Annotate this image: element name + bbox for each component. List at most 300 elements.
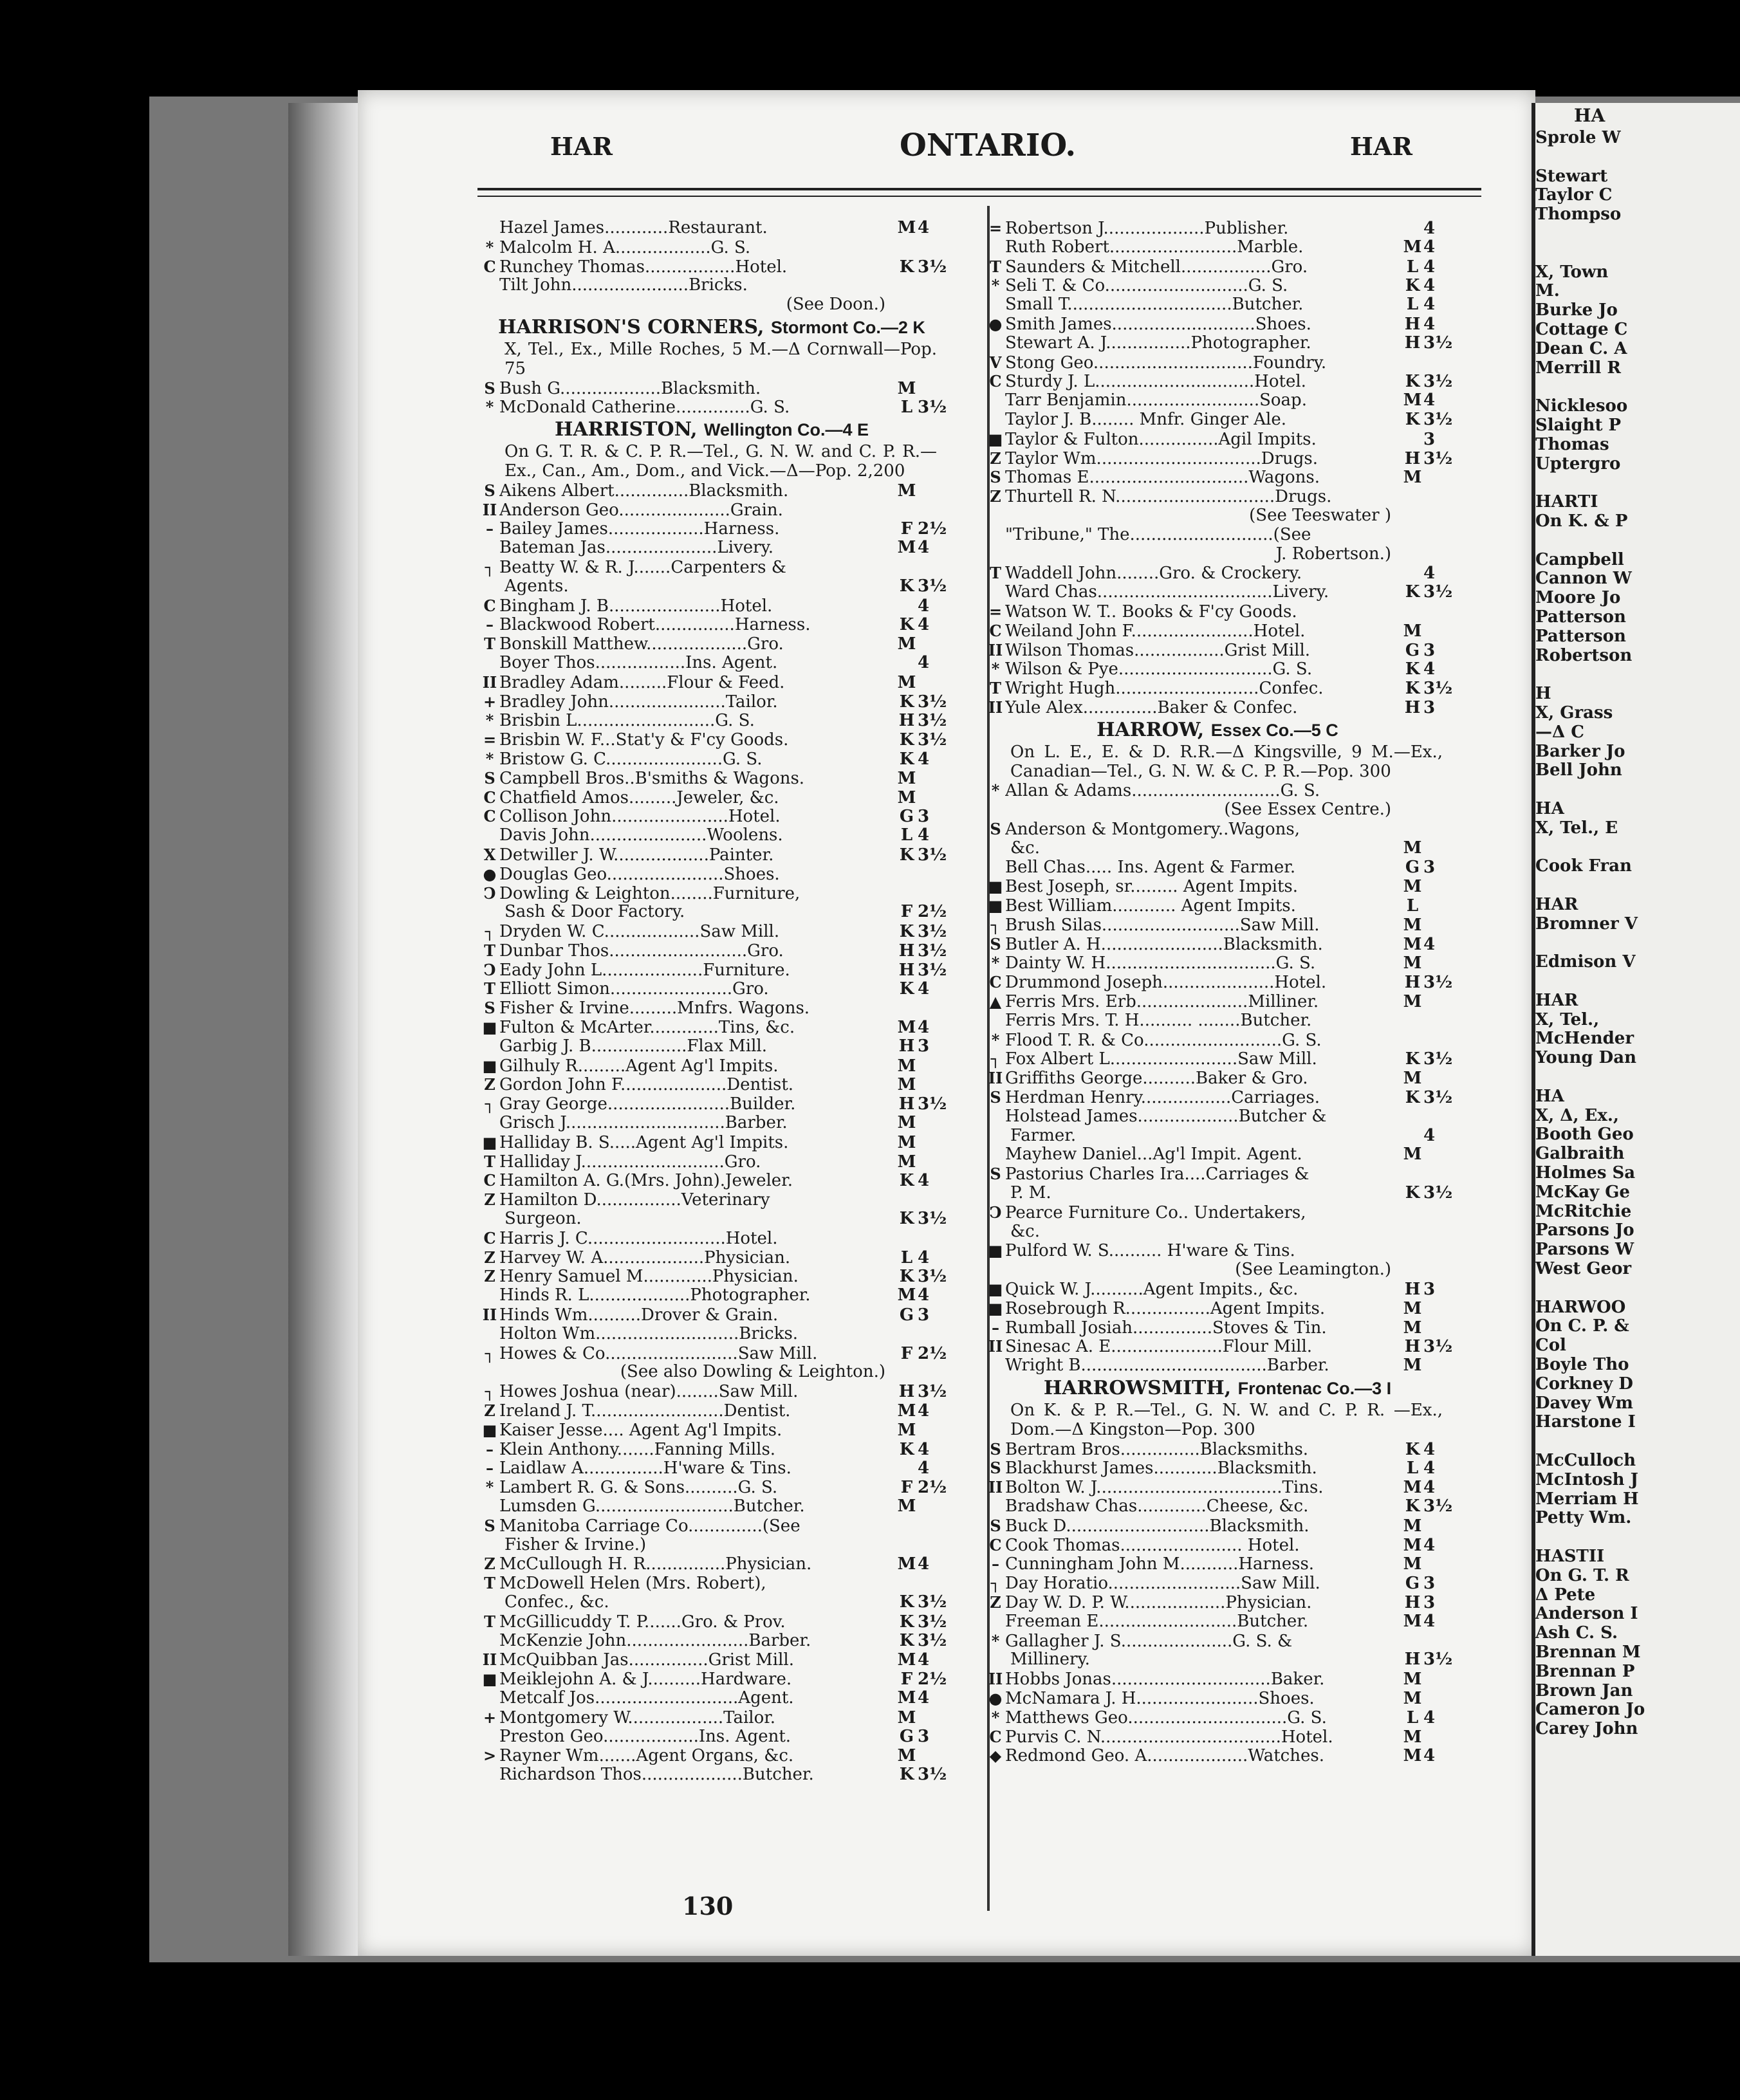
trade-symbol: Z: [484, 1554, 495, 1574]
rating-letter: K: [899, 1439, 914, 1459]
rating-number: 4: [1423, 1611, 1436, 1631]
entry-text: Ward Chas.................................Livery.: [1005, 583, 1329, 602]
entry-text: Beatty W. & R. J.......Carpenters &: [499, 558, 786, 577]
trade-symbol: ■: [482, 1018, 497, 1037]
trade-symbol: T: [990, 257, 1001, 276]
header-rule-bottom: [477, 196, 1481, 197]
entry-text: Ireland J. T.........................Dentist.: [499, 1402, 791, 1421]
rating-number: 3½: [918, 1630, 947, 1650]
rating-number: 4: [918, 1459, 930, 1478]
entry-text: Fisher & Irvine.........Mnfrs. Wagons.: [499, 999, 810, 1018]
rating-letter: F: [900, 1478, 913, 1498]
rating-letter: L: [900, 398, 913, 418]
directory-entry: [986, 1554, 1449, 1574]
cross-reference-note: (See also Dowling & Leighton.): [620, 1362, 885, 1382]
rating-number: 3: [1423, 857, 1436, 877]
entry-text: Thurtell R. N..............................Drugs.: [1005, 488, 1332, 507]
rating-letter: G: [899, 1305, 914, 1325]
rating-number: 3½: [1423, 1337, 1453, 1357]
entry-text: Tarr Benjamin.........................Soap.: [1005, 391, 1307, 410]
town-description: On K. & P. R.—Tel., G. N. W. and C. P. R. —Ex., Dom.—Δ Kingston—Pop. 300: [1010, 1401, 1443, 1439]
entry-text: Metcalf Jos...........................Agent.: [499, 1688, 794, 1708]
facing-page-fragment: [1535, 838, 1740, 857]
directory-entry: [986, 973, 1453, 993]
rating-number: 3½: [1423, 1497, 1453, 1516]
entry-text: Waddell John........Gro. & Crockery.: [1005, 564, 1302, 584]
rating-number: 3½: [918, 1592, 947, 1612]
directory-entry: [480, 398, 947, 418]
facing-page-fragment: Harstone I: [1535, 1412, 1636, 1432]
facing-page-fragment: On C. P. &: [1535, 1316, 1629, 1336]
directory-entry: [480, 1689, 943, 1708]
entry-text: Dowling & Leighton........Furniture,: [499, 884, 801, 903]
rating-number: 3½: [918, 398, 947, 418]
directory-entry: [986, 1478, 1449, 1497]
entry-text: Bateman Jas.....................Livery.: [499, 539, 774, 558]
trade-symbol: S: [990, 468, 1001, 487]
directory-entry: [480, 1325, 943, 1344]
entry-text: Holstead James...................Butcher &: [1005, 1107, 1327, 1126]
rating-letter: M: [1403, 1554, 1422, 1574]
entry-text: Harris J. C..........................Hotel.: [499, 1229, 778, 1248]
directory-entry: [986, 1746, 1449, 1765]
directory-entry: [986, 1107, 1449, 1127]
town-name: HARROW,: [1097, 718, 1205, 741]
facing-page-fragment: Booth Geo: [1535, 1125, 1634, 1145]
rating-number: 2½: [918, 1343, 947, 1363]
entry-text: Drummond Joseph.....................Hotel.: [1005, 973, 1327, 993]
facing-page-fragment: HARWOO: [1535, 1297, 1626, 1317]
directory-entry: [986, 858, 1449, 878]
entry-continuation: [986, 1222, 1449, 1242]
rating-letter: K: [899, 922, 914, 942]
directory-entry: [480, 654, 943, 673]
rating-letter: M: [897, 1420, 916, 1440]
facing-page-fragment: Davey Wm: [1535, 1393, 1633, 1413]
rating-number: 4: [918, 1439, 930, 1459]
rating-letter: M: [1403, 1318, 1422, 1338]
entry-text: Bradley John......................Tailor.: [499, 692, 778, 712]
directory-entry: [480, 807, 943, 826]
trade-symbol: II: [988, 697, 1003, 717]
rating-number: 3: [1423, 1280, 1436, 1300]
entry-text: Taylor Wm...............................Drugs.: [1005, 449, 1319, 468]
directory-entry: [480, 1727, 943, 1747]
entry-text: Henry Samuel M.............Physician.: [499, 1267, 799, 1287]
rating-letter: M: [1403, 992, 1422, 1012]
rating-letter: M: [897, 1152, 916, 1172]
rating-number: 4: [1423, 1439, 1436, 1459]
facing-page-fragment: [1535, 474, 1740, 493]
trade-symbol: ■: [988, 429, 1003, 448]
rating-letter: H: [1404, 973, 1421, 993]
entry-text: Fulton & McArter.............Tins, &c.: [499, 1018, 795, 1038]
book-spine: [288, 103, 359, 1956]
entry-text: Watson W. T.. Books & F'cy Goods.: [1005, 602, 1297, 622]
rating-letter: H: [1404, 1592, 1421, 1612]
directory-entry: [480, 481, 943, 501]
facing-page-fragment: Young Dan: [1535, 1048, 1636, 1068]
rating-letter: K: [899, 730, 914, 750]
rating-number: 3½: [1423, 973, 1453, 993]
directory-entry: [986, 1574, 1449, 1593]
trade-symbol: S: [484, 378, 495, 398]
entry-text: Day Horatio.........................Saw Mill.: [1005, 1574, 1320, 1594]
town-name: HARRISON'S CORNERS,: [498, 315, 764, 338]
entry-text: Davis John......................Woolens.: [499, 826, 783, 845]
directory-entry: [986, 916, 1449, 935]
directory-entry: [480, 1094, 947, 1114]
rating-number: 4: [918, 615, 930, 635]
rating-letter: M: [897, 538, 916, 558]
facing-page-fragment: Stewart: [1535, 166, 1608, 186]
trade-symbol: ┐: [485, 1343, 495, 1363]
trade-symbol: ■: [482, 1056, 497, 1075]
entry-text: Kaiser Jesse.... Agent Ag'l Impits.: [499, 1421, 782, 1440]
town-description: On L. E., E. & D. R.R.—Δ Kingsville, 9 M.—Ex., Canadian—Tel., G. N. W. & C. P. R.—Pop. 300: [1010, 742, 1443, 781]
rating-letter: K: [1405, 679, 1420, 699]
directory-entry: [480, 276, 943, 295]
entry-text: Fisher & Irvine.): [504, 1535, 647, 1554]
directory-entry: [986, 219, 1449, 238]
rating-letter: K: [1405, 1439, 1420, 1459]
entry-text: Day W. D. P. W...................Physician.: [1005, 1593, 1312, 1612]
rating-number: 4: [918, 1248, 930, 1267]
trade-symbol: Z: [484, 1248, 495, 1267]
directory-entry: [986, 1165, 1449, 1184]
right-column: [986, 219, 1453, 1766]
entry-text: Smith James...........................Shoes.: [1005, 315, 1311, 334]
trade-symbol: ■: [988, 896, 1003, 916]
trade-symbol: S: [484, 1516, 495, 1535]
facing-page-fragment: [1535, 876, 1740, 896]
rating-letter: L: [1406, 896, 1419, 916]
rating-number: 3½: [918, 1382, 947, 1402]
facing-page-fragment: Patterson: [1535, 626, 1626, 646]
facing-page-fragment: McKay Ge: [1535, 1182, 1630, 1202]
rating-number: 4: [918, 825, 930, 845]
directory-entry: [986, 1280, 1449, 1299]
entry-text: Boyer Thos.................Ins. Agent.: [499, 653, 778, 672]
directory-entry: [480, 1650, 943, 1670]
trade-symbol: C: [483, 596, 496, 615]
rating-number: 3½: [918, 1765, 947, 1785]
facing-page-header: HA: [1574, 105, 1606, 126]
rating-number: 3½: [918, 845, 947, 865]
rating-letter: K: [1405, 1088, 1420, 1108]
trade-symbol: C: [989, 621, 1002, 640]
entry-text: Seli T. & Co...........................G. S.: [1005, 277, 1288, 296]
directory-entry: [480, 379, 943, 398]
facing-page-fragment: Cannon W: [1535, 569, 1632, 589]
rating-letter: M: [1403, 934, 1422, 954]
directory-entry: [986, 698, 1449, 717]
rating-letter: K: [899, 1592, 914, 1612]
rating-number: 4: [1423, 276, 1436, 296]
directory-entry: [986, 679, 1453, 699]
rating-letter: M: [897, 1113, 916, 1133]
directory-entry: [480, 788, 943, 807]
rating-number: 3½: [918, 941, 947, 961]
rating-letter: M: [897, 1497, 916, 1516]
rating-number: 4: [1423, 1478, 1436, 1498]
directory-entry: [480, 1401, 943, 1421]
rating-number: 4: [918, 979, 930, 999]
rating-number: 4: [1423, 1125, 1436, 1145]
entry-text: Gordon John F....................Dentist.: [499, 1076, 794, 1095]
entry-text: Meiklejohn A. & J..........Hardware.: [499, 1670, 792, 1690]
trade-symbol: +: [483, 692, 497, 711]
facing-page-fragment: Barker Jo: [1535, 741, 1625, 761]
directory-entry: [986, 1299, 1449, 1318]
entry-text: Rayner Wm.......Agent Organs, &c.: [499, 1747, 794, 1766]
entry-text: Hinds R. L...................Photographer.: [499, 1286, 811, 1305]
directory-entry: [480, 1497, 943, 1516]
entry-text: Sturdy J. L..............................Hotel.: [1005, 373, 1306, 392]
rating-letter: G: [1405, 1574, 1420, 1594]
rating-number: 2½: [918, 1478, 947, 1498]
directory-entry: [986, 1356, 1449, 1376]
left-column: [480, 218, 947, 1785]
rating-number: 3½: [918, 692, 947, 712]
rating-number: 4: [918, 1018, 930, 1038]
directory-entry: [480, 1382, 947, 1402]
entry-text: Sash & Door Factory.: [504, 903, 685, 922]
facing-page-fragment: [1535, 665, 1740, 685]
directory-entry: [480, 979, 943, 999]
entry-text: Griffiths George..........Baker & Gro.: [1005, 1069, 1308, 1089]
trade-symbol: –: [992, 1554, 999, 1574]
facing-page-fragment: Brown Jan: [1535, 1681, 1633, 1700]
rating-number: 2½: [918, 902, 947, 922]
trade-symbol: ┐: [990, 1574, 1001, 1593]
entry-text: Farmer.: [1010, 1126, 1077, 1145]
town-name: HARROWSMITH,: [1043, 1377, 1232, 1400]
county-info: Wellington Co.—4 E: [704, 420, 869, 440]
facing-page-fragment: Cook Fran: [1535, 856, 1632, 876]
entry-text: Butler A. H.......................Blacksmith.: [1005, 935, 1323, 954]
entry-text: Manitoba Carriage Co..............(See: [499, 1516, 801, 1536]
entry-text: Rosebrough R................Agent Impits.: [1005, 1299, 1326, 1318]
rating-letter: H: [898, 1382, 915, 1402]
running-head-left: HAR: [550, 132, 613, 161]
directory-entry: [480, 1574, 943, 1593]
rating-letter: M: [1403, 1516, 1422, 1536]
rating-letter: M: [897, 218, 916, 237]
directory-entry: [480, 1459, 943, 1478]
facing-page-fragment: HAR: [1535, 990, 1578, 1010]
entry-text: Howes Joshua (near)........Saw Mill.: [499, 1383, 799, 1402]
facing-page-fragment: [1535, 1279, 1740, 1298]
facing-page-fragment: Burke Jo: [1535, 300, 1618, 320]
rating-number: 4: [918, 596, 930, 616]
directory-entry: [986, 1145, 1449, 1165]
trade-symbol: C: [483, 257, 496, 276]
rating-letter: H: [898, 1036, 915, 1056]
rating-number: 3: [1423, 429, 1436, 449]
directory-entry: [986, 430, 1449, 449]
header-rule-top: [477, 188, 1481, 190]
rating-number: 3½: [918, 711, 947, 731]
rating-letter: M: [897, 1132, 916, 1152]
trade-symbol: =: [988, 219, 1003, 237]
town-heading: [480, 417, 943, 443]
entry-text: P. M.: [1010, 1184, 1051, 1203]
facing-page-fragment: [1535, 244, 1740, 263]
entry-text: McKenzie John.......................Barber.: [499, 1631, 811, 1650]
trade-symbol: *: [485, 398, 494, 417]
rating-number: 4: [1423, 295, 1436, 315]
directory-entry: [480, 539, 943, 558]
rating-letter: M: [897, 768, 916, 788]
entry-text: McNamara J. H.......................Shoes.: [1005, 1689, 1315, 1708]
entry-text: Pearce Furniture Co.. Undertakers,: [1005, 1203, 1306, 1222]
entry-text: Dainty W. H................................G. S.: [1005, 954, 1316, 973]
directory-entry: [986, 295, 1449, 315]
trade-symbol: C: [989, 973, 1002, 992]
entry-text: McCullough H. R...............Physician.: [499, 1555, 812, 1574]
directory-entry: [986, 257, 1449, 277]
entry-text: Ferris Mrs. T. H.......... ........Butcher.: [1005, 1011, 1312, 1030]
entry-text: Laidlaw A...............H'ware & Tins.: [499, 1459, 791, 1478]
trade-symbol: II: [988, 1478, 1003, 1497]
rating-letter: M: [1403, 1670, 1422, 1690]
entry-text: Blackwood Robert...............Harness.: [499, 616, 811, 635]
rating-letter: M: [897, 672, 916, 692]
directory-entry: [986, 1459, 1449, 1478]
facing-page-fragment: Parsons Jo: [1535, 1220, 1634, 1240]
rating-letter: K: [899, 257, 914, 277]
directory-entry: [986, 1536, 1449, 1555]
rating-letter: H: [1404, 1280, 1421, 1300]
trade-symbol: –: [486, 615, 494, 634]
trade-symbol: ■: [988, 877, 1003, 896]
trade-symbol: ■: [482, 1420, 497, 1439]
directory-entry: [480, 1229, 943, 1248]
trade-symbol: S: [990, 1459, 1001, 1478]
entry-text: Gray George.......................Builder.: [499, 1095, 796, 1114]
rating-number: 3½: [918, 730, 947, 750]
rating-number: 3½: [918, 1267, 947, 1287]
rating-number: 3: [1423, 640, 1436, 660]
entry-text: Allan & Adams............................G. S.: [1005, 782, 1320, 801]
entry-text: Hamilton A. G.(Mrs. John).Jeweler.: [499, 1172, 793, 1191]
rating-letter: K: [899, 1765, 914, 1785]
rating-letter: G: [1405, 640, 1420, 660]
rating-number: 4: [918, 538, 930, 558]
directory-entry: [480, 219, 943, 238]
directory-entry: [480, 1746, 943, 1765]
directory-entry: [986, 1031, 1449, 1050]
entry-text: Hinds Wm..........Drover & Grain.: [499, 1306, 779, 1325]
directory-entry: [986, 526, 1449, 545]
page-number: 130: [682, 1892, 734, 1920]
trade-symbol: S: [990, 1439, 1001, 1459]
entry-text: Thomas E..............................Wagons.: [1005, 468, 1320, 488]
rating-letter: L: [900, 825, 913, 845]
entry-text: Taylor & Fulton...............Agil Impits.: [1005, 430, 1317, 449]
entry-text: Ferris Mrs. Erb.....................Milliner.: [1005, 993, 1319, 1012]
directory-entry: [480, 1152, 943, 1172]
directory-entry: [480, 1114, 943, 1133]
rating-letter: M: [1403, 391, 1422, 410]
trade-symbol: Ↄ: [989, 1202, 1002, 1222]
trade-symbol: T: [990, 564, 1001, 583]
rating-letter: M: [897, 1056, 916, 1076]
town-description: X, Tel., Ex., Mille Roches, 5 M.—Δ Cornwall—Pop. 75: [504, 339, 937, 378]
rating-number: 3½: [1423, 333, 1453, 353]
entry-text: Wilson Thomas.................Grist Mill.: [1005, 641, 1311, 660]
rating-letter: K: [1405, 372, 1420, 392]
facing-page-fragment: Brennan M: [1535, 1642, 1641, 1662]
rating-number: 3: [1423, 1574, 1436, 1594]
entry-text: Tilt John......................Bricks.: [499, 276, 748, 295]
trade-symbol: *: [991, 781, 1000, 800]
facing-page-fragment: X, Δ, Ex.,: [1535, 1105, 1619, 1125]
entry-text: Weiland John F.......................Hotel.: [1005, 622, 1306, 641]
rating-number: 4: [1423, 314, 1436, 334]
entry-text: Grisch J..............................Barber.: [499, 1114, 788, 1133]
entry-text: Halliday B. S.....Agent Ag'l Impits.: [499, 1133, 789, 1152]
entry-text: Eady John L...................Furniture.: [499, 961, 790, 980]
trade-symbol: ●: [483, 864, 497, 883]
trade-symbol: T: [990, 679, 1001, 698]
rating-letter: K: [899, 749, 914, 769]
entry-text: Cook Thomas....................... Hotel.: [1005, 1536, 1300, 1555]
rating-letter: G: [1405, 857, 1420, 877]
entry-text: Cunningham John M...........Harness.: [1005, 1555, 1315, 1574]
directory-entry: [480, 615, 943, 634]
directory-entry: [480, 884, 943, 903]
entry-text: Elliott Simon.......................Gro.: [499, 980, 769, 999]
rating-letter: H: [898, 711, 915, 731]
rating-letter: F: [900, 519, 913, 539]
rating-number: 3½: [1423, 582, 1453, 602]
trade-symbol: *: [991, 1030, 1000, 1049]
directory-entry: [986, 1318, 1449, 1338]
facing-page-fragment: Taylor C: [1535, 185, 1613, 205]
facing-page-fragment: Parsons W: [1535, 1240, 1634, 1260]
directory-entry: [480, 596, 943, 616]
directory-entry: [480, 1630, 947, 1651]
facing-page-fragment: Δ Pete: [1535, 1585, 1596, 1605]
rating-number: 4: [1423, 934, 1436, 954]
rating-number: 3½: [918, 1612, 947, 1632]
rating-letter: M: [1403, 838, 1422, 858]
entry-text: Bush G...................Blacksmith.: [499, 379, 761, 398]
entry-text: Gilhuly R.........Agent Ag'l Impits.: [499, 1056, 779, 1076]
trade-symbol: Ↄ: [483, 883, 496, 903]
town-name: HARRISTON,: [554, 418, 698, 441]
county-info: Frontenac Co.—3 I: [1237, 1379, 1392, 1399]
rating-letter: K: [899, 979, 914, 999]
directory-entry: [986, 1632, 1449, 1651]
town-heading: [986, 717, 1449, 743]
rating-letter: F: [900, 1670, 913, 1690]
directory-entry: [480, 1267, 947, 1287]
rating-letter: M: [1403, 1611, 1422, 1631]
rating-number: 3: [1423, 697, 1436, 717]
facing-page-fragment: Bromner V: [1535, 914, 1638, 934]
rating-letter: M: [897, 1018, 916, 1038]
trade-symbol: ┐: [990, 915, 1001, 934]
directory-entry: [480, 1440, 943, 1459]
trade-symbol: ┐: [485, 557, 495, 576]
directory-entry: [480, 1018, 943, 1037]
directory-entry: [986, 992, 1449, 1011]
rating-number: 4: [918, 218, 930, 237]
trade-symbol: Z: [990, 448, 1001, 468]
